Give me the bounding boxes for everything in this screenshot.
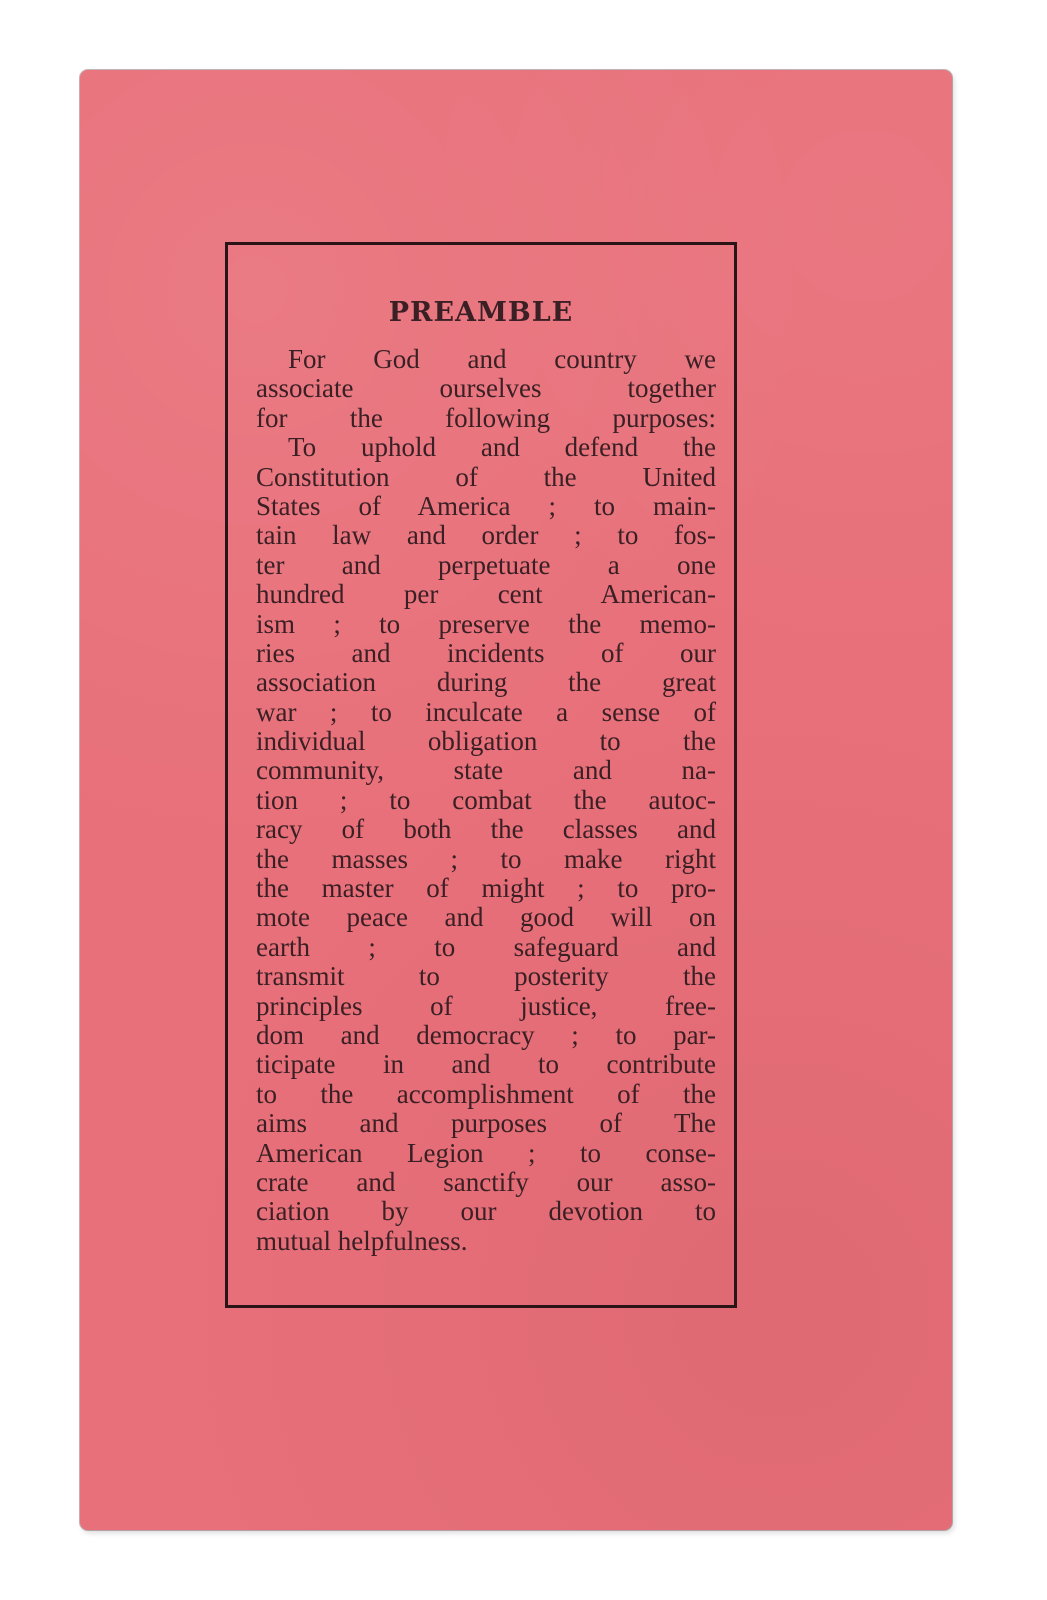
text-line: transmit to posterity the: [256, 962, 716, 992]
text-frame: [225, 242, 737, 1308]
text-line: Constitution of the United: [256, 462, 716, 492]
text-line: the master of might ; to pro-: [256, 874, 716, 904]
text-line: ticipate in and to contribute: [256, 1050, 716, 1080]
card: [80, 70, 952, 1530]
text-line: ciation by our devotion to: [256, 1197, 716, 1227]
text-line: ries and incidents of our: [256, 638, 716, 668]
preamble-text: [256, 345, 716, 1256]
text-line: hundred per cent American-: [256, 580, 716, 610]
text-line: association during the great: [256, 668, 716, 698]
text-line: earth ; to safeguard and: [256, 932, 716, 962]
text-line: the masses ; to make right: [256, 844, 716, 874]
text-line: ter and perpetuate a one: [256, 550, 716, 580]
text-line: For God and country we: [288, 345, 716, 374]
text-line: racy of both the classes and: [256, 815, 716, 845]
preamble-title: PREAMBLE: [388, 297, 574, 328]
text-line: associate ourselves together: [256, 374, 716, 404]
text-line: war ; to inculcate a sense of: [256, 697, 716, 727]
text-line: crate and sanctify our asso-: [256, 1167, 716, 1197]
text-line: ism ; to preserve the memo-: [256, 609, 716, 639]
text-line: mote peace and good will on: [256, 903, 716, 933]
text-line: mutual helpfulness.: [256, 1226, 468, 1256]
text-line: States of America ; to main-: [256, 491, 716, 521]
text-line: tain law and order ; to fos-: [256, 521, 716, 551]
text-line: community, state and na-: [256, 756, 716, 786]
text-line: aims and purposes of The: [256, 1109, 716, 1139]
text-line: To uphold and defend the: [288, 433, 716, 463]
text-line: principles of justice, free-: [256, 991, 716, 1021]
text-line: for the following purposes:: [256, 403, 716, 433]
text-line: dom and democracy ; to par-: [256, 1020, 716, 1050]
text-line: tion ; to combat the autoc-: [256, 785, 716, 815]
text-line: individual obligation to the: [256, 727, 716, 757]
text-line: to the accomplishment of the: [256, 1079, 716, 1109]
text-line: American Legion ; to conse-: [256, 1138, 716, 1168]
